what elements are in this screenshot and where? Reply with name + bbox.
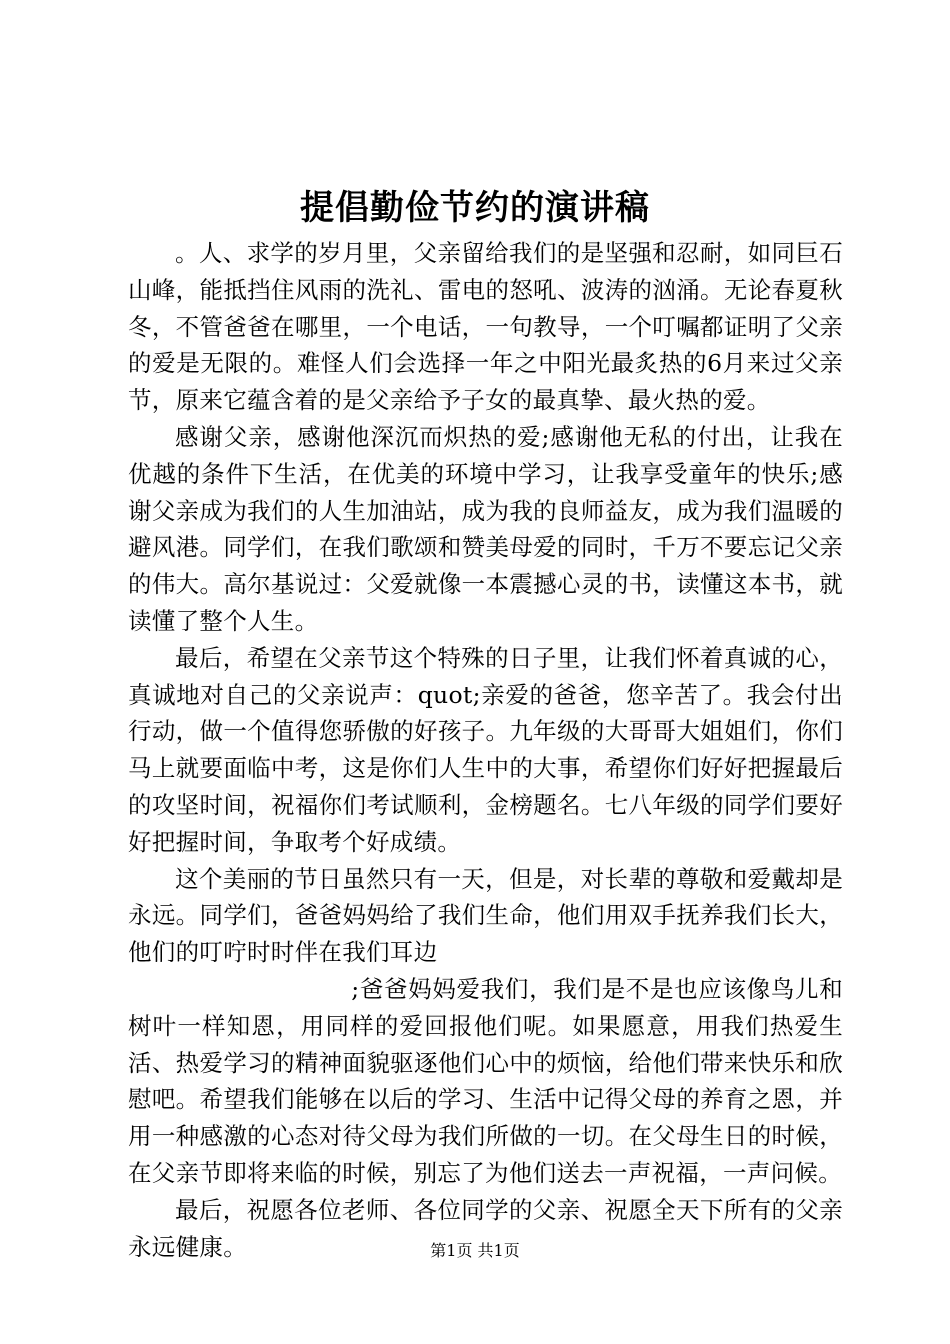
paragraph: 最后，祝愿各位老师、各位同学的父亲、祝愿全天下所有的父亲永远健康。 [128,1195,843,1261]
document-body [128,235,843,1265]
paragraph: 。人、求学的岁月里，父亲留给我们的是坚强和忍耐，如同巨石山峰，能抵挡住风雨的洗礼、雷电的怒吼、波涛的汹涌。无论春夏秋冬，不管爸爸在哪里，一个电话，一句教导，一个叮嘱都证明了父亲的爱是无限的。难怪人们会选择一年之中阳光最炙热的6月来过父亲节，原来它蕴含着的是父亲给予子女的最真挚、最火热的爱。 [128,239,843,415]
page-number-footer: 第1页 共1页 [430,1241,520,1260]
paragraph-continuation: ;爸爸妈妈爱我们，我们是不是也应该像鸟儿和树叶一样知恩，用同样的爱回报他们呢。如果愿意，用我们热爱生活、热爱学习的精神面貌驱逐他们心中的烦恼，给他们带来快乐和欣慰吧。希望我们能够在以后的学习、生活中记得父母的养育之恩，并用一种感激的心态对待父母为我们所做的一切。在父母生日的时候，在父亲节即将来临的时候，别忘了为他们送去一声祝福，一声问候。 [128,974,843,1187]
paragraph: 最后，希望在父亲节这个特殊的日子里，让我们怀着真诚的心，真诚地对自己的父亲说声：quot;亲爱的爸爸，您辛苦了。我会付出行动，做一个值得您骄傲的好孩子。九年级的大哥哥大姐姐们，你们马上就要面临中考，这是你们人生中的大事，希望你们好好把握最后的攻坚时间，祝福你们考试顺利，金榜题名。七八年级的同学们要好好把握时间，争取考个好成绩。 [128,643,843,856]
paragraph: 感谢父亲，感谢他深沉而炽热的爱;感谢他无私的付出，让我在优越的条件下生活，在优美的环境中学习，让我享受童年的快乐;感谢父亲成为我们的人生加油站，成为我的良师益友，成为我们温暖的避风港。同学们，在我们歌颂和赞美母爱的同时，千万不要忘记父亲的伟大。高尔基说过：父爱就像一本震撼心灵的书，读懂这本书，就读懂了整个人生。 [128,422,843,635]
document-title: 提倡勤俭节约的演讲稿 [300,188,650,228]
paragraph: 这个美丽的节日虽然只有一天，但是，对长辈的尊敬和爱戴却是永远。同学们，爸爸妈妈给了我们生命，他们用双手抚养我们长大，他们的叮咛时时伴在我们耳边 [128,864,843,967]
